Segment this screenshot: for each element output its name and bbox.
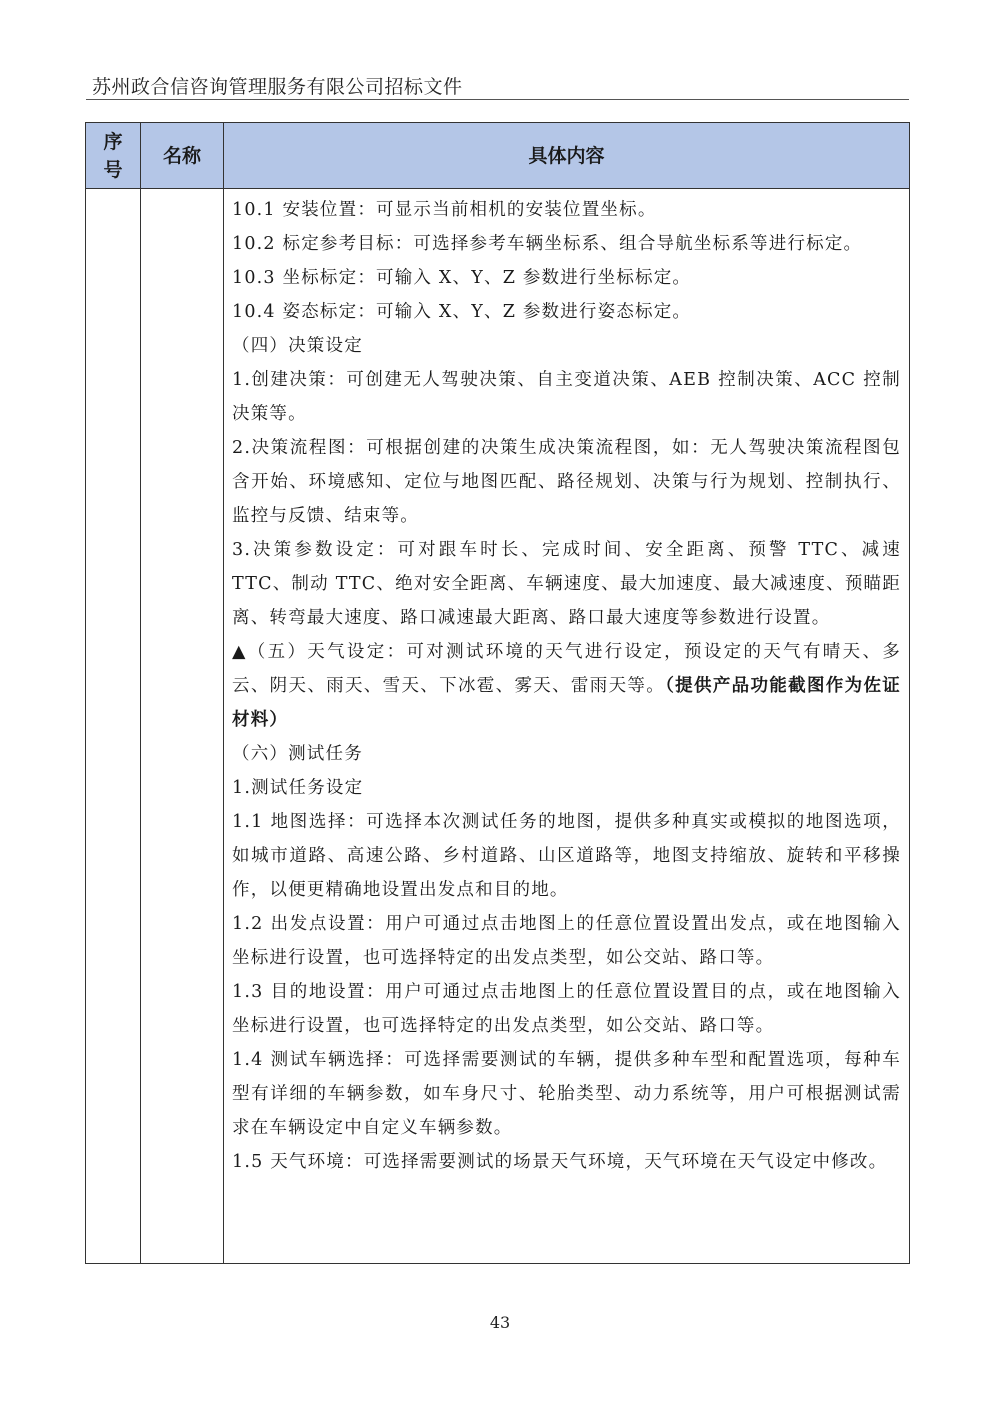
table-row (86, 189, 910, 1264)
column-header-name: 名称 (141, 123, 224, 189)
column-header-content: 具体内容 (224, 123, 910, 189)
weather-text: ▲（五）天气设定：可对测试环境的天气进行设定，预设定的天气有晴天、多云、阴天、雨天、雪天、下冰雹、雾天、雷雨天等。 (232, 642, 901, 696)
name-cell (141, 189, 224, 1264)
paragraph-weather (232, 635, 901, 737)
header-divider (86, 99, 909, 100)
paragraph: 1.1 地图选择：可选择本次测试任务的地图，提供多种真实或模拟的地图选项，如城市道路、高速公路、乡村道路、山区道路等，地图支持缩放、旋转和平移操作，以便更精确地设置出发点和目的地。 (232, 812, 901, 900)
paragraph: 3.决策参数设定：可对跟车时长、完成时间、安全距离、预警 TTC、减速 TTC、制动 TTC、绝对安全距离、车辆速度、最大加速度、最大减速度、预瞄距离、转弯最大速度、路口减速最大距离、路口最大速度等参数进行设置。 (232, 540, 901, 628)
requirements-table (85, 122, 910, 1264)
paragraph: 1.4 测试车辆选择：可选择需要测试的车辆，提供多种车型和配置选项，每种车型有详细的车辆参数，如车身尺寸、轮胎类型、动力系统等，用户可根据测试需求在车辆设定中自定义车辆参数。 (232, 1050, 901, 1138)
paragraph: 10.1 安装位置：可显示当前相机的安装位置坐标。 (232, 200, 657, 220)
paragraph: 1.3 目的地设置：用户可通过点击地图上的任意位置设置目的点，或在地图输入坐标进行设置，也可选择特定的出发点类型，如公交站、路口等。 (232, 982, 901, 1036)
index-cell (86, 189, 141, 1264)
page-number: 43 (489, 1313, 511, 1332)
table-header-row (86, 123, 910, 189)
column-header-index (86, 123, 141, 189)
column-header-index-text: 序号 (103, 130, 123, 181)
paragraph: 10.4 姿态标定：可输入 X、Y、Z 参数进行姿态标定。 (232, 302, 692, 322)
paragraph: 1.测试任务设定 (232, 778, 364, 798)
paragraph: 2.决策流程图：可根据创建的决策生成决策流程图，如：无人驾驶决策流程图包含开始、环境感知、定位与地图匹配、路径规划、决策与行为规划、控制执行、监控与反馈、结束等。 (232, 438, 901, 526)
paragraph: 10.3 坐标标定：可输入 X、Y、Z 参数进行坐标标定。 (232, 268, 692, 288)
paragraph: 10.2 标定参考目标：可选择参考车辆坐标系、组合导航坐标系等进行标定。 (232, 234, 863, 254)
section-heading: （六）测试任务 (232, 744, 363, 764)
section-heading: （四）决策设定 (232, 336, 363, 356)
paragraph: 1.2 出发点设置：用户可通过点击地图上的任意位置设置出发点，或在地图输入坐标进行设置，也可选择特定的出发点类型，如公交站、路口等。 (232, 914, 901, 968)
content-cell (224, 189, 910, 1264)
document-header-title: 苏州政合信咨询管理服务有限公司招标文件 (92, 76, 463, 98)
paragraph: 1.5 天气环境：可选择需要测试的场景天气环境，天气环境在天气设定中修改。 (232, 1152, 888, 1172)
paragraph: 1.创建决策：可创建无人驾驶决策、自主变道决策、AEB 控制决策、ACC 控制决策等。 (232, 370, 901, 424)
evidence-note: （提供产品功能截图作为佐证材料） (232, 676, 901, 730)
